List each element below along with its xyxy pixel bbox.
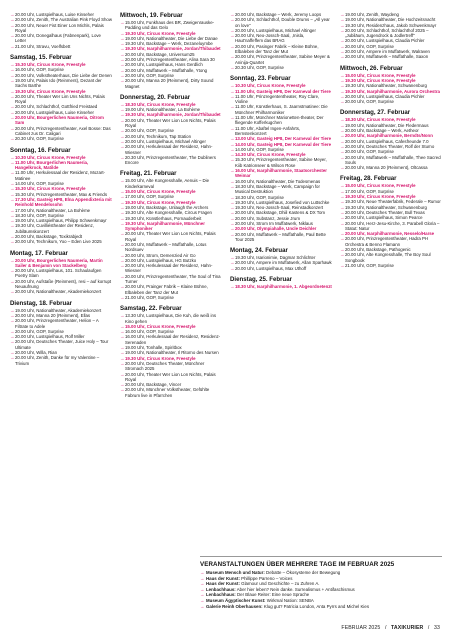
highlighted-event: → 19.30 Uhr, Isarphilharmonie, Münchner Symphoniker: [120, 221, 222, 232]
highlighted-event: → 19.30 Uhr, Circus Krone, Freestyle: [120, 200, 222, 205]
highlighted-event: → 18.30 Uhr, Circus Krone, Freestyle: [120, 102, 222, 107]
highlighted-event: → 15.30 Uhr, Circus Krone, Freestyle: [10, 62, 112, 67]
event-item: → 19.30 Uhr, Nationaltheater, Schwanenburg: [340, 205, 442, 210]
event-item: → 20.00 Uhr, Backstage – Werk, Jeremy Loops: [230, 12, 332, 17]
multi-day-description: Phillippe Parreno – Voices: [241, 575, 293, 581]
day-heading: Montag, 24. Februar: [230, 247, 288, 255]
event-item: → 18.30 Uhr, Backstage – Werk, Campaign for Musical Destruktion: [230, 184, 332, 195]
highlighted-event: → 20.00 Uhr, Isarphilharmonie, Nesselo/Harse: [340, 231, 442, 236]
event-item: → 20.00 Uhr, Theater Wer Lion Lon Nichts, Palais Royal: [120, 118, 222, 129]
day-heading: Dienstag, 25. Februar: [230, 276, 292, 284]
event-item: → 20.00 Uhr, Backstage, Pathogenic: [340, 247, 442, 252]
event-item: → 16.00 Uhr, Nationaltheater, Die Todesmenas: [230, 179, 332, 184]
highlighted-event: → 20.00 Uhr, Isarphilharmonie, Berndts/Nonn: [340, 133, 442, 138]
event-item: → 19.30 Uhr, Lustspielhaus, Josefied von Luttschke: [230, 200, 332, 205]
event-item: → 20.00 Uhr, Lustspielhaus, Luise Kinseher: [10, 12, 112, 17]
day-heading: Mittwoch, 19. Februar: [120, 12, 183, 19]
highlighted-event: → 19.30 Uhr, Isarphilharmonie, Jordan/Thibaudet: [120, 112, 222, 117]
day-heading: Samstag, 22. Februar: [120, 305, 182, 313]
event-item: → 16.00 Uhr, GOP, Surprise: [10, 67, 112, 72]
multi-day-venue: Galerie Reinh Oberhausen:: [206, 603, 263, 609]
event-item: → 20.00 Uhr, Lustspielhaus, Rolf Miller: [10, 334, 112, 339]
event-item: → 19.00 Uhr, Nationaltheater, Die Fledermaus: [340, 123, 442, 128]
event-item: → 20.00 Uhr, Nationaltheater, Akademiekonzert: [10, 289, 112, 294]
highlighted-event: → 15.00 Uhr, Circus Krone, Freestyle: [120, 324, 222, 329]
event-item: → 20.00 Uhr, Muffatwerk – Muffathalle, Lotus Nordsuev: [120, 242, 222, 253]
multi-day-divider: [200, 556, 442, 557]
event-item: → 20.00 Uhr, Zenith, Danke für my Valentine – Trivium: [10, 355, 112, 366]
event-item: → 20.00 Uhr, Schlachthof, Schlachthof 2025 – „Jubiläum, Jugendrock & Jodlertreff": [340, 28, 442, 39]
event-item: → 19.30 Uhr, Neue Theaterfabrik, Federale – Rumor: [340, 199, 442, 204]
event-item: → 16.00 Uhr, GOP, Surprise: [120, 329, 222, 334]
event-item: → 18.30 Uhr, GOP, Surprise: [230, 195, 332, 200]
event-item: → 20.00 Uhr, Herkulessaal der Residenz, Hahn-Wiesner: [120, 263, 222, 274]
multi-day-venue: Lenbachhaus:: [206, 586, 236, 592]
event-item: → 20.00 Uhr, GOP, Surprise: [340, 149, 442, 154]
highlighted-event: → 19.30 Uhr, Circus Krone, Freestyle: [10, 89, 112, 94]
event-item: → 17.00 Uhr, GOP, Surprise: [340, 189, 442, 194]
event-item: → 20.00 Uhr, Prinzregententheater, Hadra PH Orchestra & Benno Flamann: [340, 236, 442, 247]
event-item: → 19.00 Uhr, Lustspielhaus, Philipp Schwenkmayr: [10, 218, 112, 223]
event-item: → 20.30 Uhr, Prinzregententheater, The Dubliners Encore: [120, 155, 222, 166]
multi-day-venue: Museum Mensch und Natur:: [206, 570, 265, 575]
multi-day-venue: Haus der Kunst:: [206, 581, 240, 587]
event-item: → 19.30 Uhr, Residenzhaus, Jakob Schwenkmayr: [340, 23, 442, 28]
multi-day-description: Debatte – Ökosysteme der Bewegung: [266, 570, 341, 575]
highlighted-event: → 10.30 Uhr, Circus Krone, Freestyle: [10, 155, 112, 160]
event-item: → 21.00 Uhr, Stravu, Voelfsbett: [10, 44, 112, 49]
event-item: → 19.30 Uhr, Künstlerhaus, Pornauderbeit: [120, 216, 222, 221]
highlighted-event: → 15.00 Uhr, Circus Krone, Freestyle: [120, 189, 222, 194]
day-heading: Donnerstag, 27. Februar: [340, 109, 411, 117]
day-heading: Montag, 17. Februar: [10, 249, 68, 257]
footer-issue: FEBRUAR 2025: [341, 625, 381, 631]
event-item: → 20.30 Uhr, GOP, Surprise: [230, 65, 332, 70]
event-item: → 21.00 Uhr, GOP, Surprise: [120, 295, 222, 300]
event-item: → 19.00 Uhr, Nationaltheater, Akademiekonzert: [10, 308, 112, 313]
highlighted-event: → 19.30 Uhr, Isarphilharmonie, Aurora Orchestra: [340, 89, 442, 94]
event-item: → 19.30 Uhr, Cuvilliéstheater der Residenz, Jubiläumskonzert: [10, 223, 112, 234]
event-item: → 15.30 Uhr, Prinzregententheater, Max & Friends: [10, 192, 112, 197]
multi-day-description: Wirkmal Nation: SENBA: [266, 597, 314, 603]
event-item: → 20.00 Uhr, Ampere im Muffatwerk, Walraven: [340, 49, 442, 54]
event-item: → 20.00 Uhr, Lustspielhaus, HG Butzko: [120, 258, 222, 263]
highlighted-event: → 20.00 Uhr, Olympiahalle, Uncle Deichler: [230, 226, 332, 231]
highlighted-event: → 10.30 Uhr, Circus Krone, Freestyle: [230, 83, 332, 88]
event-item: → 11.00 Uhr, Münchner Marionetten-theater, Der fliegende Kofferkugchen: [230, 115, 332, 126]
event-item: → 20.00 Uhr, Theater Wer Lion Lon Nichts, Palais Royal: [120, 231, 222, 242]
event-item: → 14.00 Uhr, GOP, Surprise: [230, 147, 332, 152]
multi-day-description: Der Blaue Reiter: Eine neue Sprache: [237, 592, 310, 598]
event-item: → 19.30 Uhr, Alte Kongresshalle, Circus Fragen: [120, 210, 222, 215]
highlighted-event: → 15.30 Uhr, Circus Krone, Freestyle: [10, 186, 112, 191]
event-item: → 11.00 Uhr, Herkulessaal der Residenz, Mozart-Matinee: [10, 170, 112, 181]
event-item: → 19.00 Uhr, Nationaltheater, Die Liebe der Danae: [120, 36, 222, 41]
event-item: → 20.00 Uhr, Strom Im Muffatwerk, Niklaus: [230, 221, 332, 226]
event-item: → 20.00 Uhr, Muffatwerk – Muffathalle, Saxon: [340, 54, 442, 59]
highlighted-event: → 15.00 Uhr, Circus Krone, Freestyle: [340, 183, 442, 188]
event-item: → 20.00 Uhr, Lustspielhaus, Claudia Pichler: [340, 38, 442, 43]
event-item: → 20.00 Uhr, Pasinger Fabrik – Kleine Bühne, Elbaleben der Tanz der Mut: [230, 44, 332, 55]
event-item: → 17.00 Uhr, GOP, Surprise: [120, 194, 222, 199]
event-item: → 20.00 Uhr, Muffatwerk – Muffathalle, Thee Sacred Souls: [340, 155, 442, 166]
highlighted-event: → 17.30 Uhr, Gasteig HP8, Elna Appendixteria mit Reinhold Mendelssohn: [10, 197, 112, 208]
event-item: → 19.00 Uhr, Nationaltheater, Die Hochzeitsnacht: [340, 17, 442, 22]
event-item: → 20.00 Uhr, Deutsches Theater, Juice Holy – Tour Ultimate: [10, 339, 112, 350]
event-item: → 18.30 Uhr, GOP, Surprise: [10, 213, 112, 218]
multi-day-venue: Haus der Kunst:: [206, 575, 240, 581]
day-heading: Sonntag, 16. Februar: [10, 146, 71, 154]
highlighted-event: → 14.00 Uhr, Gasteig HP8, Der Karneval der Tiere: [230, 142, 332, 147]
event-item: → 11.00 Uhr, Abaftel Ingen-Anfahrts, Bernstenkonzert: [230, 126, 332, 137]
event-item: → 20.00 Uhr, Prainger Fabrik – Klaine Bühne, Elbaleben der Tanz der Mut: [120, 284, 222, 295]
event-item: → 21.00 Uhr, GOP, Surprise: [340, 263, 442, 268]
event-item: → 20.00 Uhr, Prinzregententheater, Sabine Meyer & Aninija-Quartet: [230, 54, 332, 65]
event-item: → 20.00 Uhr, Backstage, Universum25: [120, 52, 222, 57]
event-item: → 20.00 Uhr, Lustspielhaus, Cafesfreunde 7.0: [340, 139, 442, 144]
event-item: → 20.00 Uhr, Manna 20 (Reinment), Dirty Sound Magnet: [120, 78, 222, 89]
highlighted-event: → 13.00 Uhr, Gasteig HP8, Der Karneval der Tiere: [230, 136, 332, 141]
event-item: → 20.00 Uhr, Alte Kongresshalle, The Boy Soul Songbook: [340, 252, 442, 263]
event-item: → 17.00 Uhr, Nationaltheater, La Bohème: [10, 208, 112, 213]
event-item: → 20.00 Uhr, Backstage – Werk, Aetheor: [340, 128, 442, 133]
event-item: → 20.00 Uhr, Lustspielhaus, Michael Altinger: [230, 28, 332, 33]
column-3: [230, 12, 332, 612]
event-item: → 20.30 Uhr, GOP, Surprise: [10, 136, 112, 141]
event-item: → 20.00 Uhr, Münchner Volkstheater, Gefühlte Fabrum live in Pfarrchen: [120, 387, 222, 398]
day-heading: Mittwoch, 26. Februar: [340, 64, 403, 72]
event-columns: [10, 12, 442, 612]
event-item: → 20.00 Uhr, Manna 20 (Reinment), Oltcassa: [340, 165, 442, 170]
multi-day-venue: Museum Ägyptischer Kunst:: [206, 597, 266, 603]
event-item: → 20.00 Uhr, Strom, Demenzied Air Go: [120, 253, 222, 258]
event-item: → 20.00 Uhr, GOP, Surprise: [120, 73, 222, 78]
footer-separator: /: [384, 625, 387, 631]
multi-day-venue: Lenbachhaus:: [206, 592, 236, 598]
event-item: → 20.00 Uhr, GOP, Surprise: [10, 329, 112, 334]
day-heading: Freitag, 21. Februar: [120, 170, 177, 178]
event-item: → 11.00 Uhr, Künstlerhaus, S. Jaarnstmatinee: Die Münchner Philharmoniker: [230, 104, 332, 115]
event-item: → 15.00 Uhr, Funkhaus des BR, Zweigenrauske-Padding und das Gelo: [120, 20, 222, 31]
event-item: → 14.00 Uhr, GOP, Surprise: [10, 181, 112, 186]
event-item: → 16.00 Uhr, Herkulessaal der Residenz, Residenz-Serenaden: [120, 334, 222, 345]
event-item: → 15.30 Uhr, Prinzregententheater, Sabine Meyer, Kiib Katrionseer & Wilson Rose: [230, 157, 332, 168]
multi-day-item: [200, 604, 442, 610]
event-item: → 20.00 Uhr, Ampere im Muffatwerk, Allan Sparhawk: [230, 260, 332, 265]
event-item: → 20.00 Uhr, Schlachthof, Gottfried Freistaed: [10, 104, 112, 109]
event-item: → 19.00 Uhr, Zenith, Waydeng: [340, 12, 442, 17]
event-item: → 20.00 Uhr, Herz-Jesu-Kirche, 3. Parabell Gloria – Statut: Natur: [340, 221, 442, 232]
event-item: → 20.00 Uhr, Lustspielhaus, Michael Altinger: [120, 139, 222, 144]
event-item: → 20.00 Uhr, GOP, Surprise: [340, 99, 442, 104]
event-item: → 19.30 Uhr, Isarionimie, Dagmar Schlichter: [230, 255, 332, 260]
highlighted-event: → 15.00 Uhr, Circus Krone, Freestyle: [340, 73, 442, 78]
highlighted-event: → 19.30 Uhr, Circus Krone, Freestyle: [340, 194, 442, 199]
event-item: → 20.00 Uhr, Lustspielhaus, Simon Pearce: [340, 215, 442, 220]
event-item: → 20.00 Uhr, Herkulessaal der Residenz, Hahn-Wiesner: [120, 144, 222, 155]
event-item: → 20.00 Uhr, GOP, Surprise: [120, 128, 222, 133]
event-item: → 20.00 Uhr, Muffatwerk – Muffathalle, Ytong: [120, 68, 222, 73]
event-item: → 19.00 Uhr, Palais Ido (Reinment), Dezant der Sachs Barthe: [10, 78, 112, 89]
multi-day-events: [200, 548, 442, 609]
event-item: → 20.00 Uhr, Theater Wer Lim Uns Nichts, Palais Royal: [10, 94, 112, 105]
event-item: → 20.00 Uhr, Neo-Jossch-Saal, ,Inisla, Haut'naffeffem das BRAG: [230, 33, 332, 44]
event-item: → 20.00 Uhr, Prinzregententheater, Helion – A Filtrate to Adele: [10, 318, 112, 329]
page-footer: [341, 625, 440, 631]
event-item: → 20.00 Uhr, Lustspielhaus, Luise Kinseher: [10, 110, 112, 115]
event-item: → 20.00 Uhr, Prinzregententheater, The Soul of Tina Turner: [120, 274, 222, 285]
event-item: → 19.30 Uhr, Backstage – Werk, Dezaneluymbe: [120, 41, 222, 46]
day-heading: Donnerstag, 20. Februar: [120, 93, 191, 101]
event-item: → 19.30 Uhr, Nationaltheater, Schwanenburg: [340, 83, 442, 88]
day-heading: Sonntag, 23. Februar: [230, 75, 291, 83]
event-item: → 20.00 Uhr, Donegalhaus (Fabnenpark), Love Letter: [10, 33, 112, 44]
footer-page-number: 33: [434, 625, 440, 631]
event-item: → 20.00 Uhr, Willa, Rian: [10, 350, 112, 355]
footer-separator: /: [427, 625, 430, 631]
event-item: → 20.00 Uhr, Prinzregententheater, Axel Bosse: Das Cabinet zus Dr. Caligari: [10, 126, 112, 137]
event-item: → 20.00 Uhr, Muffatwerk – Muffathalle, Paul Bette Tour 2025: [230, 232, 332, 243]
highlighted-event: → 11.00 Uhr, Bourgerlichen Naumeria, Hangelkrock, Matilde: [10, 160, 112, 171]
highlighted-event: → 16.00 Uhr, Isarphilharmonie, Staatsorchester Weimar: [230, 168, 332, 179]
multi-day-title: VERANSTALTUNGEN ÜBER MEHRERE TAGE IM FEBRUAR 2025: [200, 561, 395, 568]
multi-day-description: Klug gut? Patricia London, Anta Pyrrs and Michel Kies: [263, 603, 370, 609]
event-item: → 20.00 Uhr, Backstage, Vincer: [120, 382, 222, 387]
day-heading: Samstag, 15. Februar: [10, 54, 72, 62]
event-item: → 20.00 Uhr, Volkstheaterhaus, Die Liebe der Denen: [10, 73, 112, 78]
highlighted-event: → 20.00 Uhr, Bourgerlichen Naumeria, Oitrom Sam: [10, 115, 112, 126]
event-item: → 13.30 Uhr, Lustspielhaus, Die Kuh, die weiß ins Kino gehen: [120, 313, 222, 324]
event-item: → 15.00 Uhr, Alte Kongresshalle, Aenuis – Die Kinderkarneval: [120, 178, 222, 189]
event-item: → 20.00 Uhr, Theater Wer Lion Lon Nichts, Palais Royal: [120, 372, 222, 383]
event-item: → 20.00 Uhr, Lustspielhaus, Max Uthoff: [230, 266, 332, 271]
event-item: → 20.00 Uhr, Schlachthof, Double Drums – „All year on love": [230, 17, 332, 28]
column-1: [10, 12, 112, 612]
day-heading: Dienstag, 18. Februar: [10, 299, 72, 307]
event-item: → 20.00 Uhr, Deutsches Theater, Bull Texas: [340, 210, 442, 215]
event-item: → 20.00 Uhr, Lustspielhaus, Hans Gerdlich: [120, 62, 222, 67]
event-item: → 11.00 Uhr, Prinzregententheater, Roy Clare, Violine: [230, 94, 332, 105]
event-item: → 20.00 Uhr, Neuer Fist Einer Lon Michls, Palais Royal: [10, 23, 112, 34]
event-item: → 20.00 Uhr, Backstage, Dhiil Kastens & DX Tom: [230, 210, 332, 215]
highlighted-event: → 19.30 Uhr, Isarphilharmonie, Jordan/Thibaudet: [120, 46, 222, 51]
event-item: → 20.00 Uhr, Backstage, Toxikrabjedt: [10, 234, 112, 239]
event-item: → 20.00 Uhr, Substanz, Jessie Jrum: [230, 216, 332, 221]
highlighted-event: → 19.30 Uhr, Circus Krone, Freestyle: [120, 31, 222, 36]
event-item: → 20.00 Uhr, Technikum, Yoo – Eden Live 2025: [10, 239, 112, 244]
event-item: → 20.00 Uhr, Aufstaße (Reinment), resi – auf korrupt Neuaufnung: [10, 279, 112, 290]
event-item: → 20.00 Uhr, Lustspielhaus, Claudia Pichler: [340, 94, 442, 99]
event-item: → 20.00 Uhr, GOP, Surprise: [340, 44, 442, 49]
event-item: → 20.00 Uhr, Technikum, Tap Station: [120, 134, 222, 139]
highlighted-event: → 19.30 Uhr, Circus Krone, Freestyle: [120, 356, 222, 361]
highlighted-event: → 20.00 Uhr, Bourgerlichen Naumeria, Martin Sailer & Benjamin von Stackelberg: [10, 258, 112, 269]
event-item: → 19.00 Uhr, Nationaltheater, Il Ritorno des Nursen: [120, 350, 222, 355]
event-item: → 19.00 Uhr, Nationaltheater, La Bohème: [120, 107, 222, 112]
multi-day-description: Aber hier leben? Nein danke. Surrealismus + Antifaschismus: [236, 586, 355, 592]
day-heading: Freitag, 28. Februar: [340, 175, 397, 183]
event-item: → 20.00 Uhr, Manna 20 (Reinment), Ellas: [10, 313, 112, 318]
multi-day-description: Glamour und Geschichte – zu Zuhren A.: [241, 581, 320, 587]
column-2: [120, 12, 222, 612]
event-item: → 19.00 Uhr, Tonhalle, Spiritbox: [120, 345, 222, 350]
footer-magazine: TAXIKURIER: [391, 625, 424, 631]
highlighted-event: → 18.30 Uhr, Isarphilharmonie, 1. Abgeordnetenzt: [230, 284, 332, 289]
event-item: → 20.00 Uhr, Lustspielhaus, 101. Schaulaufgen Poetry Slam: [10, 268, 112, 279]
highlighted-event: → 11.00 Uhr, Gasteig HP8, Der Karneval der Tiere: [230, 89, 332, 94]
event-item: → 19.00 Uhr, Backstage, Unlaugh the Archers: [120, 205, 222, 210]
highlighted-event: → 19.30 Uhr, Circus Krone, Freestyle: [340, 78, 442, 83]
event-item: → 20.00 Uhr, Prinzregententheater, Alina Sara 30: [120, 57, 222, 62]
highlighted-event: → 18.30 Uhr, Circus Krone, Freestyle: [340, 117, 442, 122]
column-4: [340, 12, 442, 612]
event-item: → 19.30 Uhr, Neo-Jossch-Saal, Reinstadkonzert: [230, 205, 332, 210]
event-item: → 20.00 Uhr, Zenith, The Australian Pink Floyd Show: [10, 17, 112, 22]
highlighted-event: → 14.30 Uhr, Circus Krone, Freestyle: [230, 152, 332, 157]
event-item: → 20.00 Uhr, Deutsches Theater, Rolf der Sturno: [340, 144, 442, 149]
event-item: → 20.00 Uhr, Deutsches Theater, Münchner Stromach 2025: [120, 361, 222, 372]
